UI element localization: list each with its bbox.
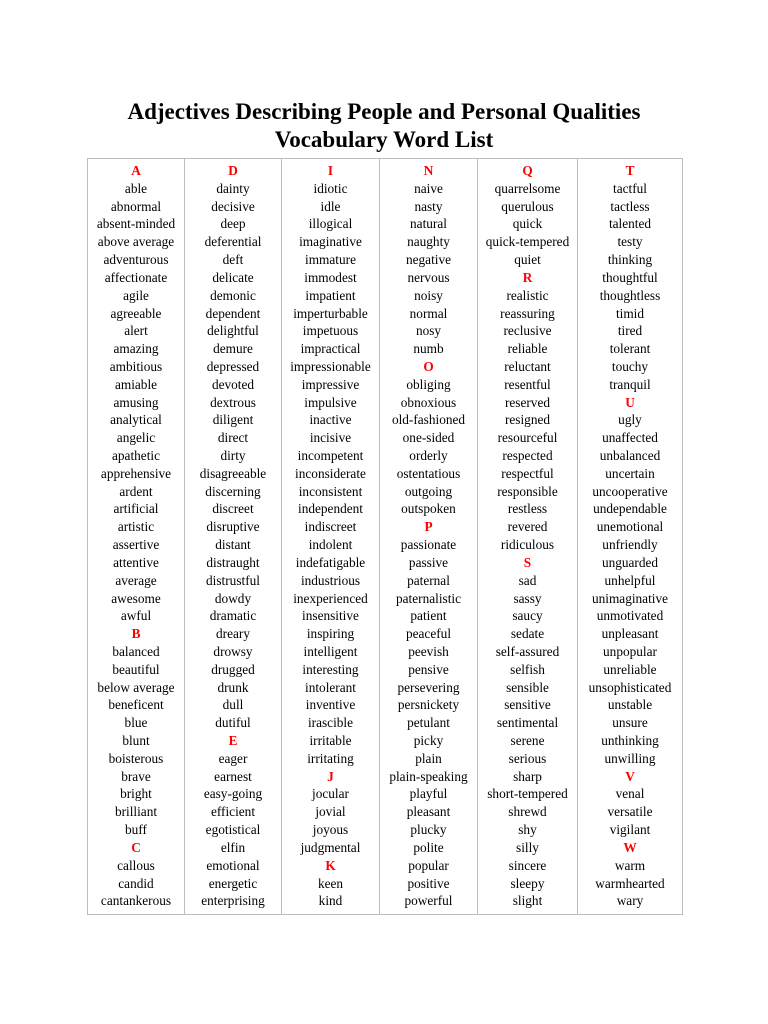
word-item: distant [215,537,251,553]
word-item: nosy [415,323,442,339]
word-item: tranquil [609,376,651,392]
word-item: artificial [113,501,159,517]
word-item: angelic [116,430,156,446]
word-item: deep [220,216,246,232]
word-item: enterprising [201,893,265,909]
word-item: analytical [110,412,162,428]
word-item: inventive [305,697,356,713]
word-item: drunk [217,679,249,695]
word-item: peaceful [405,626,452,642]
word-item: saucy [512,608,543,624]
word-item: unthinking [601,733,659,748]
word-item: demure [213,341,253,357]
word-item: one-sided [402,430,455,446]
word-item: numb [413,341,444,357]
word-item: insensitive [302,608,359,624]
word-item: keen [317,875,344,891]
word-column-5 [478,159,578,915]
word-item: realistic [506,287,549,303]
word-item: noisy [414,287,443,303]
word-item: unwilling [604,750,656,766]
word-item: paternal [407,572,450,588]
word-item: slight [512,893,543,909]
word-item: demonic [210,287,256,303]
word-item: indiscreet [304,519,357,535]
word-item: egotistical [205,822,261,838]
word-item: peevish [408,643,449,659]
word-item: ostentatious [396,465,461,481]
word-item: unimaginative [591,590,669,606]
word-item: sleepy [510,875,545,891]
word-item: drugged [211,661,255,677]
word-item: above average [97,234,175,250]
word-item: reserved [504,394,551,410]
letter-heading: P [424,519,433,535]
word-item: beneficent [108,697,164,713]
word-item: irascible [307,715,354,731]
word-item: petulant [407,715,450,731]
word-item: wary [616,893,644,909]
word-item: amazing [113,341,159,357]
word-item: unaffected [602,430,658,446]
word-item: nasty [414,198,443,214]
word-item: revered [507,519,548,535]
word-item: outgoing [404,483,453,499]
word-item: assertive [112,537,160,553]
letter-heading: T [625,163,635,178]
word-item: inactive [309,412,352,428]
word-item: picky [413,733,444,748]
word-item: cantankerous [100,893,172,909]
word-item: paternalistic [396,590,461,606]
word-item: tired [617,323,643,339]
word-item: sad [518,572,537,588]
word-item: short-tempered [487,786,568,802]
word-item: warm [614,857,646,873]
word-item: obliging [406,376,451,392]
word-item: efficient [210,804,256,820]
word-item: unemotional [596,519,664,535]
word-item: thoughtful [602,269,658,285]
word-item: dull [222,697,244,713]
word-item: ambitious [109,358,163,374]
word-item: old-fashioned [391,412,466,428]
letter-heading: E [228,733,238,748]
word-item: responsible [497,483,558,499]
word-item: uncooperative [592,483,668,499]
word-item: alert [124,323,148,339]
word-item: intelligent [303,643,358,659]
word-item: unstable [607,697,653,713]
word-item: blunt [122,733,150,748]
word-item: playful [409,786,448,802]
word-item: passive [408,554,449,570]
word-item: apathetic [112,448,160,463]
letter-heading: S [523,554,532,570]
letter-heading: B [131,626,141,642]
word-item: awesome [111,590,161,606]
word-item: energetic [208,875,258,891]
word-item: thoughtless [599,287,661,303]
word-item: direct [217,430,249,446]
word-item: dreary [216,626,250,642]
word-item: indefatigable [295,554,366,570]
word-item: reassuring [500,305,555,321]
word-item: unpleasant [601,626,659,642]
word-item: boisterous [108,750,164,766]
word-item: blue [124,715,148,731]
word-item: imperturbable [293,305,368,321]
word-item: quick [512,216,543,232]
word-item: reclusive [503,323,552,339]
word-item: reluctant [504,358,551,374]
word-item: querulous [501,198,554,214]
word-item: unmotivated [596,608,664,624]
word-item: respected [502,448,553,463]
word-item: incompetent [297,448,364,463]
word-item: inexperienced [293,590,368,606]
word-item: sharp [513,768,542,784]
word-item: inconsiderate [295,465,366,481]
word-item: quiet [514,252,541,268]
word-item: sensitive [504,697,551,713]
page-subtitle: Vocabulary Word List [274,127,494,152]
word-item: sincere [508,857,547,873]
word-item: intolerant [305,679,356,695]
word-item: diligent [212,412,254,428]
word-item: immodest [304,269,357,285]
word-item: dowdy [214,590,252,606]
word-column-1 [88,159,185,915]
word-item: brave [121,768,151,784]
word-item: amiable [114,376,158,392]
word-item: naive [414,180,443,196]
word-item: resentful [504,376,551,392]
word-item: obnoxious [400,394,457,410]
word-item: independent [298,501,363,517]
word-item: naughty [407,234,450,250]
word-item: emotional [206,857,260,873]
word-item: quarrelsome [494,180,561,196]
word-item: warmhearted [595,875,665,891]
word-item: touchy [611,358,649,374]
word-item: average [115,572,157,588]
word-item: abnormal [110,198,162,214]
word-item: beautiful [112,661,160,677]
word-item: sedate [510,626,545,642]
word-item: self-assured [495,643,560,659]
letter-heading: D [228,163,238,178]
word-item: unpopular [603,643,657,659]
letter-heading: U [625,394,635,410]
word-item: below average [97,679,175,695]
word-item: talented [608,216,652,232]
word-item: jovial [315,804,346,820]
word-item: candid [118,875,154,891]
word-item: unguarded [601,554,659,570]
word-list-table [87,158,683,915]
letter-heading: O [423,358,434,374]
word-item: distraught [206,554,260,570]
word-item: dainty [216,180,250,196]
word-item: elfin [220,839,246,855]
word-item: patient [410,608,447,624]
word-item: interesting [302,661,359,677]
word-item: outspoken [401,501,456,517]
word-list-row [88,159,683,915]
word-item: dextrous [210,394,256,410]
word-item: unhelpful [604,572,656,588]
word-item: impressive [301,376,360,392]
word-item: deferential [204,234,262,250]
word-item: sensible [506,679,549,695]
word-column-4 [380,159,478,915]
word-item: dependent [205,305,261,321]
word-item: dutiful [215,715,251,731]
letter-heading: J [327,768,334,784]
word-item: resourceful [497,430,558,446]
word-item: discreet [212,501,254,517]
word-column-2 [185,159,282,915]
word-item: persevering [397,679,460,695]
word-item: impulsive [304,394,357,410]
word-item: judgmental [300,839,361,855]
word-item: jocular [312,786,349,802]
word-item: popular [408,857,449,873]
word-column-3 [282,159,380,915]
word-item: negative [405,252,452,268]
letter-heading: R [522,269,533,285]
word-item: imaginative [299,234,362,250]
word-item: powerful [404,893,453,909]
word-item: kind [318,893,343,909]
word-item: eager [218,750,248,766]
word-item: testy [617,234,643,250]
word-item: versatile [607,804,653,820]
letter-heading: C [131,839,141,855]
word-item: amusing [113,394,159,410]
word-item: dirty [220,448,246,463]
word-item: deft [222,252,244,268]
word-item: restless [507,501,548,517]
word-item: joyous [312,822,349,838]
letter-heading: A [131,163,141,178]
word-item: drowsy [213,643,253,659]
word-item: awful [120,608,152,624]
word-item: unsure [612,715,648,731]
word-item: venal [615,786,645,802]
word-item: indolent [308,537,353,553]
word-item: pleasant [406,804,451,820]
word-item: affectionate [104,269,168,285]
word-item: plain-speaking [389,768,468,784]
letter-heading: N [423,163,434,178]
letter-heading: W [623,839,637,855]
word-item: tactless [610,198,650,214]
word-item: balanced [112,643,160,659]
word-item: selfish [510,661,545,677]
word-item: orderly [409,448,448,463]
word-item: timid [615,305,645,321]
word-item: unreliable [603,661,657,677]
word-item: attentive [113,554,159,570]
word-item: idle [320,198,341,214]
word-item: immature [305,252,356,268]
word-item: sentimental [496,715,559,731]
word-item: positive [407,875,450,891]
letter-heading: V [625,768,635,784]
word-item: ardent [119,483,153,499]
word-item: brilliant [114,804,158,820]
word-item: sassy [513,590,542,606]
word-item: earnest [214,768,252,784]
word-item: idiotic [313,180,348,196]
word-item: inconsistent [298,483,363,499]
word-item: tolerant [609,341,651,357]
word-item: absent-minded [96,216,176,232]
word-item: callous [117,857,155,873]
word-item: impetuous [302,323,359,339]
word-item: reliable [507,341,548,357]
word-item: agreeable [110,305,162,321]
word-item: inspiring [306,626,355,642]
word-item: quick-tempered [485,234,570,250]
word-item: serene [510,733,545,748]
word-item: apprehensive [100,465,172,481]
word-item: devoted [211,376,255,392]
word-item: silly [516,839,539,855]
word-item: natural [410,216,447,232]
word-item: ugly [618,412,642,428]
word-item: shy [518,822,537,838]
word-item: irritating [307,750,354,766]
word-item: able [124,180,148,196]
word-item: dramatic [209,608,257,624]
word-item: industrious [300,572,361,588]
word-item: normal [409,305,448,321]
word-item: resigned [504,412,551,428]
word-item: uncertain [605,465,655,481]
word-item: delicate [212,269,254,285]
word-item: impatient [305,287,356,303]
word-item: bright [120,786,152,802]
word-item: disagreeable [199,465,267,481]
word-item: plain [415,750,442,766]
letter-heading: Q [522,163,533,178]
word-item: unsophisticated [588,679,672,695]
word-item: respectful [501,465,554,481]
word-item: artistic [117,519,155,535]
word-item: depressed [206,358,260,374]
word-item: polite [413,839,444,855]
word-item: passionate [400,537,457,553]
word-item: plucky [410,822,447,838]
word-item: distrustful [206,572,260,588]
page-title: Adjectives Describing People and Personal Qualities [127,99,641,124]
word-item: agile [123,287,149,303]
word-item: unfriendly [602,537,658,553]
word-item: vigilant [609,822,651,838]
word-item: tactful [613,180,647,196]
word-item: easy-going [203,786,263,802]
word-item: persnickety [397,697,460,713]
word-item: ridiculous [500,537,555,553]
word-item: delightful [207,323,259,339]
word-item: discerning [205,483,261,499]
word-item: decisive [211,198,255,214]
word-item: impressionable [290,358,371,374]
letter-heading: K [325,857,336,873]
word-item: undependable [593,501,667,517]
word-item: adventurous [103,252,169,268]
word-item: pensive [408,661,449,677]
word-item: serious [508,750,547,766]
word-item: buff [125,822,147,838]
word-item: nervous [407,269,450,285]
letter-heading: I [327,163,334,178]
word-item: incisive [309,430,352,446]
word-item: illogical [308,216,353,232]
word-column-6 [578,159,683,915]
word-item: shrewd [508,804,547,820]
word-item: irritable [309,733,352,748]
word-item: unbalanced [599,448,661,463]
word-item: thinking [607,252,653,268]
word-item: disruptive [206,519,260,535]
word-item: impractical [300,341,361,357]
